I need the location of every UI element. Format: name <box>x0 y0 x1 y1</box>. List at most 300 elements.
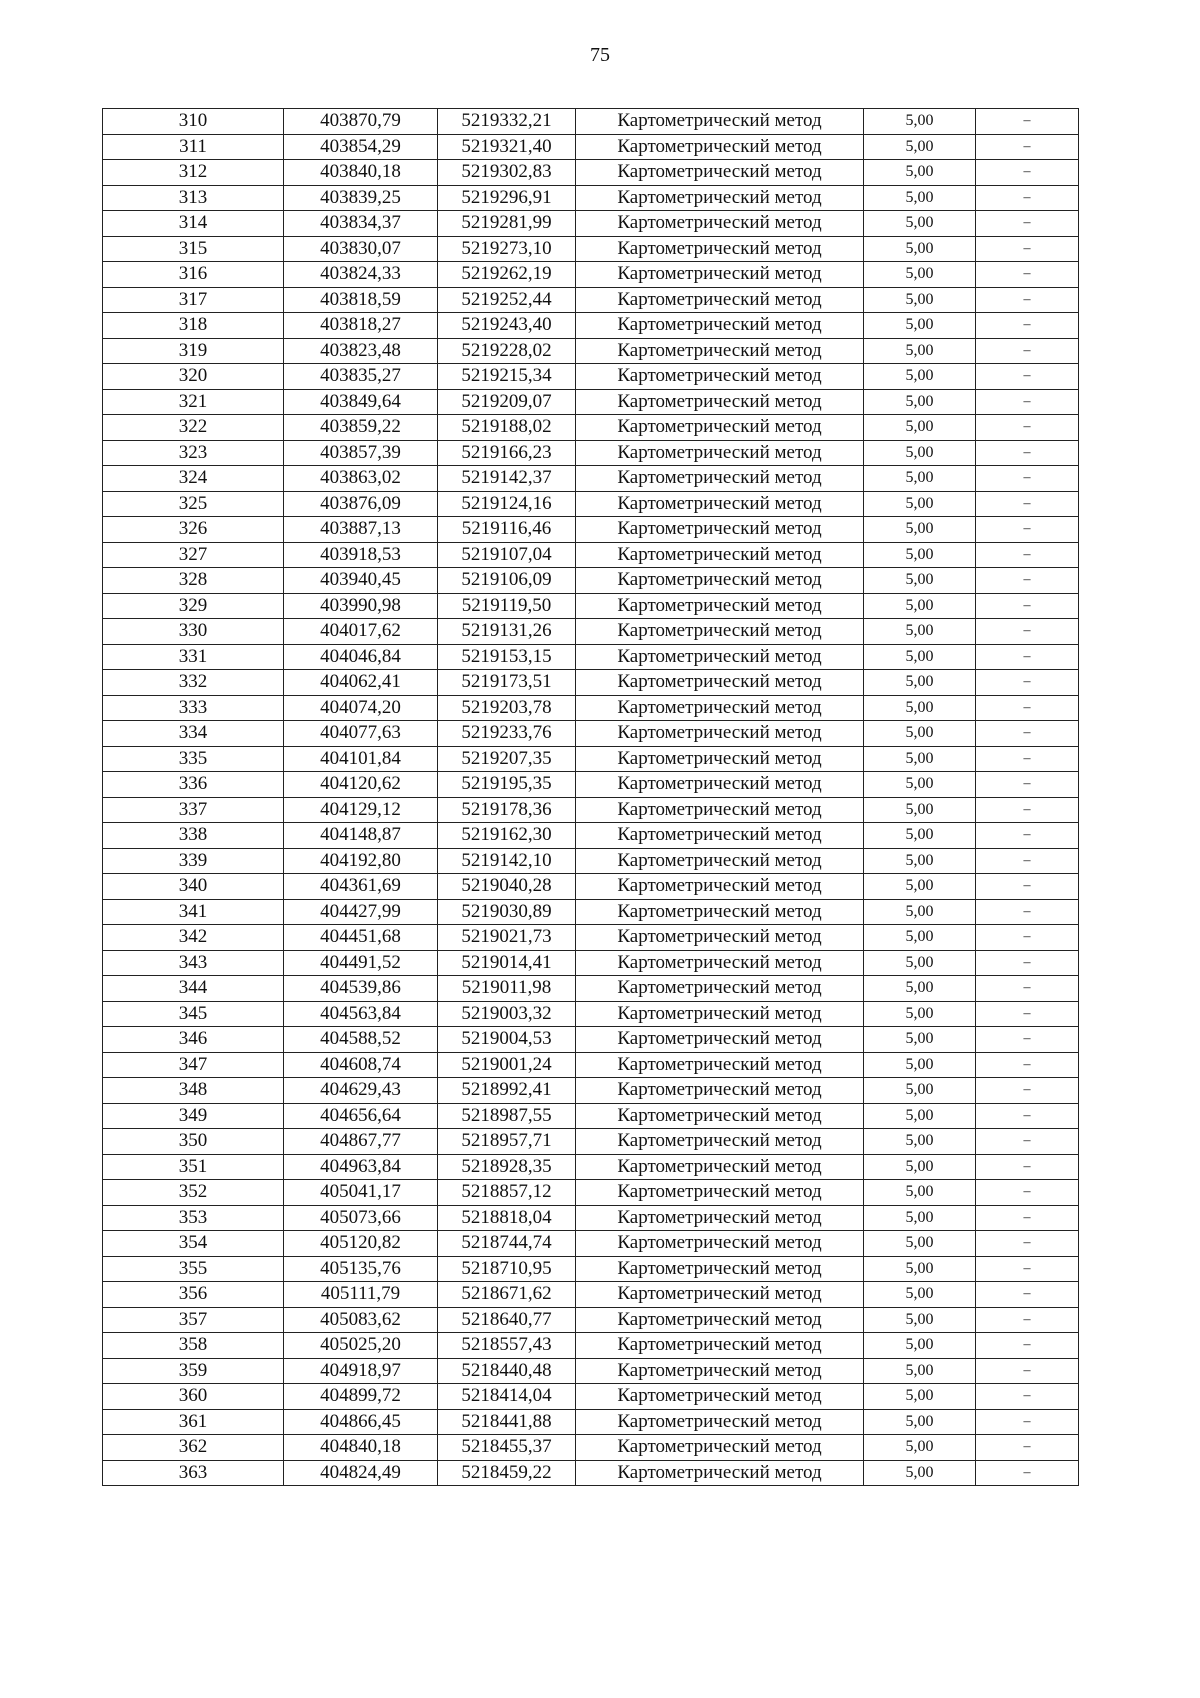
x-coordinate-cell: 404656,64 <box>284 1103 438 1129</box>
point-number-cell: 323 <box>103 440 284 466</box>
table-row <box>103 976 1079 1002</box>
table-row <box>103 1307 1079 1333</box>
point-number-cell: 319 <box>103 338 284 364</box>
note-cell: – <box>976 517 1079 543</box>
table-row <box>103 1078 1079 1104</box>
x-coordinate-cell: 405111,79 <box>284 1282 438 1308</box>
method-cell: Картометрический метод <box>576 950 864 976</box>
x-coordinate-cell: 403823,48 <box>284 338 438 364</box>
y-coordinate-cell: 5219011,98 <box>438 976 576 1002</box>
table-row <box>103 797 1079 823</box>
table-row <box>103 1282 1079 1308</box>
table-row <box>103 1231 1079 1257</box>
method-cell: Картометрический метод <box>576 619 864 645</box>
x-coordinate-cell: 403857,39 <box>284 440 438 466</box>
y-coordinate-cell: 5219321,40 <box>438 134 576 160</box>
accuracy-cell: 5,00 <box>864 746 976 772</box>
table-row <box>103 823 1079 849</box>
accuracy-cell: 5,00 <box>864 542 976 568</box>
method-cell: Картометрический метод <box>576 1460 864 1486</box>
point-number-cell: 349 <box>103 1103 284 1129</box>
y-coordinate-cell: 5218455,37 <box>438 1435 576 1461</box>
table-row <box>103 848 1079 874</box>
note-cell: – <box>976 1460 1079 1486</box>
accuracy-cell: 5,00 <box>864 848 976 874</box>
point-number-cell: 362 <box>103 1435 284 1461</box>
point-number-cell: 361 <box>103 1409 284 1435</box>
point-number-cell: 340 <box>103 874 284 900</box>
x-coordinate-cell: 405135,76 <box>284 1256 438 1282</box>
note-cell: – <box>976 772 1079 798</box>
method-cell: Картометрический метод <box>576 287 864 313</box>
method-cell: Картометрический метод <box>576 542 864 568</box>
x-coordinate-cell: 404563,84 <box>284 1001 438 1027</box>
y-coordinate-cell: 5219262,19 <box>438 262 576 288</box>
note-cell: – <box>976 466 1079 492</box>
point-number-cell: 337 <box>103 797 284 823</box>
y-coordinate-cell: 5219107,04 <box>438 542 576 568</box>
x-coordinate-cell: 403824,33 <box>284 262 438 288</box>
table-row <box>103 1333 1079 1359</box>
method-cell: Картометрический метод <box>576 236 864 262</box>
method-cell: Картометрический метод <box>576 1282 864 1308</box>
accuracy-cell: 5,00 <box>864 1358 976 1384</box>
point-number-cell: 345 <box>103 1001 284 1027</box>
table-row <box>103 517 1079 543</box>
method-cell: Картометрический метод <box>576 313 864 339</box>
point-number-cell: 338 <box>103 823 284 849</box>
note-cell: – <box>976 619 1079 645</box>
note-cell: – <box>976 211 1079 237</box>
y-coordinate-cell: 5219302,83 <box>438 160 576 186</box>
point-number-cell: 342 <box>103 925 284 951</box>
note-cell: – <box>976 287 1079 313</box>
accuracy-cell: 5,00 <box>864 950 976 976</box>
accuracy-cell: 5,00 <box>864 797 976 823</box>
table-row <box>103 721 1079 747</box>
x-coordinate-cell: 403940,45 <box>284 568 438 594</box>
note-cell: – <box>976 1027 1079 1053</box>
y-coordinate-cell: 5219003,32 <box>438 1001 576 1027</box>
note-cell: – <box>976 746 1079 772</box>
table-row <box>103 262 1079 288</box>
accuracy-cell: 5,00 <box>864 1078 976 1104</box>
accuracy-cell: 5,00 <box>864 338 976 364</box>
point-number-cell: 336 <box>103 772 284 798</box>
point-number-cell: 363 <box>103 1460 284 1486</box>
table-row <box>103 338 1079 364</box>
y-coordinate-cell: 5219233,76 <box>438 721 576 747</box>
y-coordinate-cell: 5219131,26 <box>438 619 576 645</box>
y-coordinate-cell: 5219173,51 <box>438 670 576 696</box>
table-row <box>103 466 1079 492</box>
point-number-cell: 358 <box>103 1333 284 1359</box>
x-coordinate-cell: 404192,80 <box>284 848 438 874</box>
note-cell: – <box>976 976 1079 1002</box>
method-cell: Картометрический метод <box>576 925 864 951</box>
accuracy-cell: 5,00 <box>864 976 976 1002</box>
y-coordinate-cell: 5219166,23 <box>438 440 576 466</box>
y-coordinate-cell: 5218857,12 <box>438 1180 576 1206</box>
accuracy-cell: 5,00 <box>864 1154 976 1180</box>
y-coordinate-cell: 5219162,30 <box>438 823 576 849</box>
accuracy-cell: 5,00 <box>864 1001 976 1027</box>
x-coordinate-cell: 403870,79 <box>284 109 438 135</box>
x-coordinate-cell: 403990,98 <box>284 593 438 619</box>
x-coordinate-cell: 404148,87 <box>284 823 438 849</box>
accuracy-cell: 5,00 <box>864 236 976 262</box>
table-row <box>103 1129 1079 1155</box>
note-cell: – <box>976 1282 1079 1308</box>
point-number-cell: 353 <box>103 1205 284 1231</box>
point-number-cell: 318 <box>103 313 284 339</box>
point-number-cell: 331 <box>103 644 284 670</box>
table-row <box>103 364 1079 390</box>
accuracy-cell: 5,00 <box>864 619 976 645</box>
method-cell: Картометрический метод <box>576 593 864 619</box>
table-row <box>103 1154 1079 1180</box>
accuracy-cell: 5,00 <box>864 1307 976 1333</box>
note-cell: – <box>976 899 1079 925</box>
x-coordinate-cell: 404017,62 <box>284 619 438 645</box>
method-cell: Картометрический метод <box>576 695 864 721</box>
point-number-cell: 359 <box>103 1358 284 1384</box>
method-cell: Картометрический метод <box>576 109 864 135</box>
table-row <box>103 1435 1079 1461</box>
note-cell: – <box>976 542 1079 568</box>
x-coordinate-cell: 403839,25 <box>284 185 438 211</box>
table-row <box>103 1027 1079 1053</box>
point-number-cell: 324 <box>103 466 284 492</box>
x-coordinate-cell: 404867,77 <box>284 1129 438 1155</box>
x-coordinate-cell: 404077,63 <box>284 721 438 747</box>
table-row <box>103 950 1079 976</box>
table-row <box>103 491 1079 517</box>
method-cell: Картометрический метод <box>576 1409 864 1435</box>
accuracy-cell: 5,00 <box>864 1027 976 1053</box>
y-coordinate-cell: 5219116,46 <box>438 517 576 543</box>
x-coordinate-cell: 404074,20 <box>284 695 438 721</box>
x-coordinate-cell: 404608,74 <box>284 1052 438 1078</box>
x-coordinate-cell: 405083,62 <box>284 1307 438 1333</box>
table-row <box>103 542 1079 568</box>
note-cell: – <box>976 695 1079 721</box>
point-number-cell: 328 <box>103 568 284 594</box>
method-cell: Картометрический метод <box>576 899 864 925</box>
x-coordinate-cell: 404129,12 <box>284 797 438 823</box>
y-coordinate-cell: 5219296,91 <box>438 185 576 211</box>
note-cell: – <box>976 389 1079 415</box>
table-row <box>103 619 1079 645</box>
y-coordinate-cell: 5219332,21 <box>438 109 576 135</box>
y-coordinate-cell: 5219153,15 <box>438 644 576 670</box>
point-number-cell: 316 <box>103 262 284 288</box>
x-coordinate-cell: 405120,82 <box>284 1231 438 1257</box>
accuracy-cell: 5,00 <box>864 721 976 747</box>
note-cell: – <box>976 1231 1079 1257</box>
x-coordinate-cell: 403835,27 <box>284 364 438 390</box>
x-coordinate-cell: 404629,43 <box>284 1078 438 1104</box>
point-number-cell: 327 <box>103 542 284 568</box>
method-cell: Картометрический метод <box>576 874 864 900</box>
note-cell: – <box>976 823 1079 849</box>
x-coordinate-cell: 404451,68 <box>284 925 438 951</box>
x-coordinate-cell: 404963,84 <box>284 1154 438 1180</box>
note-cell: – <box>976 797 1079 823</box>
table-row <box>103 313 1079 339</box>
accuracy-cell: 5,00 <box>864 262 976 288</box>
table-row <box>103 670 1079 696</box>
point-number-cell: 351 <box>103 1154 284 1180</box>
note-cell: – <box>976 1435 1079 1461</box>
x-coordinate-cell: 403818,59 <box>284 287 438 313</box>
y-coordinate-cell: 5218441,88 <box>438 1409 576 1435</box>
point-number-cell: 360 <box>103 1384 284 1410</box>
method-cell: Картометрический метод <box>576 1358 864 1384</box>
accuracy-cell: 5,00 <box>864 823 976 849</box>
note-cell: – <box>976 415 1079 441</box>
note-cell: – <box>976 670 1079 696</box>
y-coordinate-cell: 5219207,35 <box>438 746 576 772</box>
method-cell: Картометрический метод <box>576 1333 864 1359</box>
y-coordinate-cell: 5218818,04 <box>438 1205 576 1231</box>
note-cell: – <box>976 134 1079 160</box>
accuracy-cell: 5,00 <box>864 1231 976 1257</box>
note-cell: – <box>976 1078 1079 1104</box>
note-cell: – <box>976 593 1079 619</box>
table-row <box>103 134 1079 160</box>
note-cell: – <box>976 160 1079 186</box>
accuracy-cell: 5,00 <box>864 1129 976 1155</box>
point-number-cell: 347 <box>103 1052 284 1078</box>
y-coordinate-cell: 5219252,44 <box>438 287 576 313</box>
point-number-cell: 310 <box>103 109 284 135</box>
table-row <box>103 695 1079 721</box>
x-coordinate-cell: 404899,72 <box>284 1384 438 1410</box>
note-cell: – <box>976 1384 1079 1410</box>
table-row <box>103 1460 1079 1486</box>
accuracy-cell: 5,00 <box>864 389 976 415</box>
accuracy-cell: 5,00 <box>864 185 976 211</box>
x-coordinate-cell: 404046,84 <box>284 644 438 670</box>
y-coordinate-cell: 5218987,55 <box>438 1103 576 1129</box>
method-cell: Картометрический метод <box>576 1129 864 1155</box>
point-number-cell: 326 <box>103 517 284 543</box>
x-coordinate-cell: 404491,52 <box>284 950 438 976</box>
y-coordinate-cell: 5218957,71 <box>438 1129 576 1155</box>
note-cell: – <box>976 1001 1079 1027</box>
note-cell: – <box>976 721 1079 747</box>
y-coordinate-cell: 5219030,89 <box>438 899 576 925</box>
y-coordinate-cell: 5218459,22 <box>438 1460 576 1486</box>
y-coordinate-cell: 5218710,95 <box>438 1256 576 1282</box>
table-row <box>103 389 1079 415</box>
point-number-cell: 315 <box>103 236 284 262</box>
method-cell: Картометрический метод <box>576 823 864 849</box>
y-coordinate-cell: 5219195,35 <box>438 772 576 798</box>
y-coordinate-cell: 5218640,77 <box>438 1307 576 1333</box>
point-number-cell: 344 <box>103 976 284 1002</box>
y-coordinate-cell: 5218440,48 <box>438 1358 576 1384</box>
accuracy-cell: 5,00 <box>864 695 976 721</box>
table-row <box>103 874 1079 900</box>
method-cell: Картометрический метод <box>576 466 864 492</box>
accuracy-cell: 5,00 <box>864 160 976 186</box>
y-coordinate-cell: 5219281,99 <box>438 211 576 237</box>
accuracy-cell: 5,00 <box>864 415 976 441</box>
point-number-cell: 346 <box>103 1027 284 1053</box>
coordinates-table-body <box>103 109 1079 1486</box>
x-coordinate-cell: 404824,49 <box>284 1460 438 1486</box>
note-cell: – <box>976 874 1079 900</box>
note-cell: – <box>976 491 1079 517</box>
note-cell: – <box>976 338 1079 364</box>
accuracy-cell: 5,00 <box>864 1180 976 1206</box>
note-cell: – <box>976 644 1079 670</box>
x-coordinate-cell: 403918,53 <box>284 542 438 568</box>
note-cell: – <box>976 925 1079 951</box>
method-cell: Картометрический метод <box>576 797 864 823</box>
point-number-cell: 322 <box>103 415 284 441</box>
accuracy-cell: 5,00 <box>864 466 976 492</box>
x-coordinate-cell: 404866,45 <box>284 1409 438 1435</box>
table-row <box>103 644 1079 670</box>
table-row <box>103 109 1079 135</box>
note-cell: – <box>976 1180 1079 1206</box>
point-number-cell: 333 <box>103 695 284 721</box>
point-number-cell: 313 <box>103 185 284 211</box>
accuracy-cell: 5,00 <box>864 1435 976 1461</box>
accuracy-cell: 5,00 <box>864 644 976 670</box>
method-cell: Картометрический метод <box>576 848 864 874</box>
note-cell: – <box>976 1256 1079 1282</box>
method-cell: Картометрический метод <box>576 1435 864 1461</box>
point-number-cell: 332 <box>103 670 284 696</box>
note-cell: – <box>976 1205 1079 1231</box>
y-coordinate-cell: 5219119,50 <box>438 593 576 619</box>
accuracy-cell: 5,00 <box>864 593 976 619</box>
note-cell: – <box>976 440 1079 466</box>
method-cell: Картометрический метод <box>576 517 864 543</box>
y-coordinate-cell: 5219178,36 <box>438 797 576 823</box>
x-coordinate-cell: 404101,84 <box>284 746 438 772</box>
table-row <box>103 1205 1079 1231</box>
method-cell: Картометрический метод <box>576 1052 864 1078</box>
y-coordinate-cell: 5219040,28 <box>438 874 576 900</box>
note-cell: – <box>976 185 1079 211</box>
accuracy-cell: 5,00 <box>864 440 976 466</box>
accuracy-cell: 5,00 <box>864 1384 976 1410</box>
x-coordinate-cell: 403854,29 <box>284 134 438 160</box>
method-cell: Картометрический метод <box>576 134 864 160</box>
method-cell: Картометрический метод <box>576 568 864 594</box>
accuracy-cell: 5,00 <box>864 925 976 951</box>
table-row <box>103 185 1079 211</box>
method-cell: Картометрический метод <box>576 185 864 211</box>
table-row <box>103 440 1079 466</box>
x-coordinate-cell: 403834,37 <box>284 211 438 237</box>
y-coordinate-cell: 5219243,40 <box>438 313 576 339</box>
y-coordinate-cell: 5218744,74 <box>438 1231 576 1257</box>
method-cell: Картометрический метод <box>576 976 864 1002</box>
note-cell: – <box>976 1129 1079 1155</box>
y-coordinate-cell: 5219001,24 <box>438 1052 576 1078</box>
y-coordinate-cell: 5219142,10 <box>438 848 576 874</box>
table-row <box>103 772 1079 798</box>
accuracy-cell: 5,00 <box>864 670 976 696</box>
note-cell: – <box>976 262 1079 288</box>
accuracy-cell: 5,00 <box>864 211 976 237</box>
y-coordinate-cell: 5218928,35 <box>438 1154 576 1180</box>
accuracy-cell: 5,00 <box>864 1205 976 1231</box>
accuracy-cell: 5,00 <box>864 772 976 798</box>
method-cell: Картометрический метод <box>576 1205 864 1231</box>
x-coordinate-cell: 403840,18 <box>284 160 438 186</box>
method-cell: Картометрический метод <box>576 389 864 415</box>
point-number-cell: 354 <box>103 1231 284 1257</box>
method-cell: Картометрический метод <box>576 1154 864 1180</box>
method-cell: Картометрический метод <box>576 1078 864 1104</box>
x-coordinate-cell: 404427,99 <box>284 899 438 925</box>
x-coordinate-cell: 404062,41 <box>284 670 438 696</box>
y-coordinate-cell: 5218414,04 <box>438 1384 576 1410</box>
accuracy-cell: 5,00 <box>864 134 976 160</box>
point-number-cell: 355 <box>103 1256 284 1282</box>
note-cell: – <box>976 364 1079 390</box>
y-coordinate-cell: 5218671,62 <box>438 1282 576 1308</box>
table-row <box>103 593 1079 619</box>
accuracy-cell: 5,00 <box>864 287 976 313</box>
note-cell: – <box>976 1154 1079 1180</box>
y-coordinate-cell: 5218557,43 <box>438 1333 576 1359</box>
method-cell: Картометрический метод <box>576 644 864 670</box>
table-row <box>103 746 1079 772</box>
x-coordinate-cell: 403830,07 <box>284 236 438 262</box>
point-number-cell: 314 <box>103 211 284 237</box>
accuracy-cell: 5,00 <box>864 491 976 517</box>
method-cell: Картометрический метод <box>576 1180 864 1206</box>
note-cell: – <box>976 1333 1079 1359</box>
accuracy-cell: 5,00 <box>864 1333 976 1359</box>
accuracy-cell: 5,00 <box>864 517 976 543</box>
point-number-cell: 348 <box>103 1078 284 1104</box>
method-cell: Картометрический метод <box>576 338 864 364</box>
table-row <box>103 568 1079 594</box>
note-cell: – <box>976 313 1079 339</box>
point-number-cell: 343 <box>103 950 284 976</box>
method-cell: Картометрический метод <box>576 415 864 441</box>
accuracy-cell: 5,00 <box>864 874 976 900</box>
point-number-cell: 325 <box>103 491 284 517</box>
y-coordinate-cell: 5219106,09 <box>438 568 576 594</box>
table-row <box>103 925 1079 951</box>
table-row <box>103 1358 1079 1384</box>
note-cell: – <box>976 1358 1079 1384</box>
table-row <box>103 1001 1079 1027</box>
note-cell: – <box>976 1409 1079 1435</box>
method-cell: Картометрический метод <box>576 491 864 517</box>
accuracy-cell: 5,00 <box>864 1052 976 1078</box>
accuracy-cell: 5,00 <box>864 1256 976 1282</box>
method-cell: Картометрический метод <box>576 1384 864 1410</box>
table-row <box>103 287 1079 313</box>
accuracy-cell: 5,00 <box>864 899 976 925</box>
point-number-cell: 311 <box>103 134 284 160</box>
x-coordinate-cell: 405025,20 <box>284 1333 438 1359</box>
y-coordinate-cell: 5219142,37 <box>438 466 576 492</box>
table-row <box>103 1256 1079 1282</box>
note-cell: – <box>976 950 1079 976</box>
